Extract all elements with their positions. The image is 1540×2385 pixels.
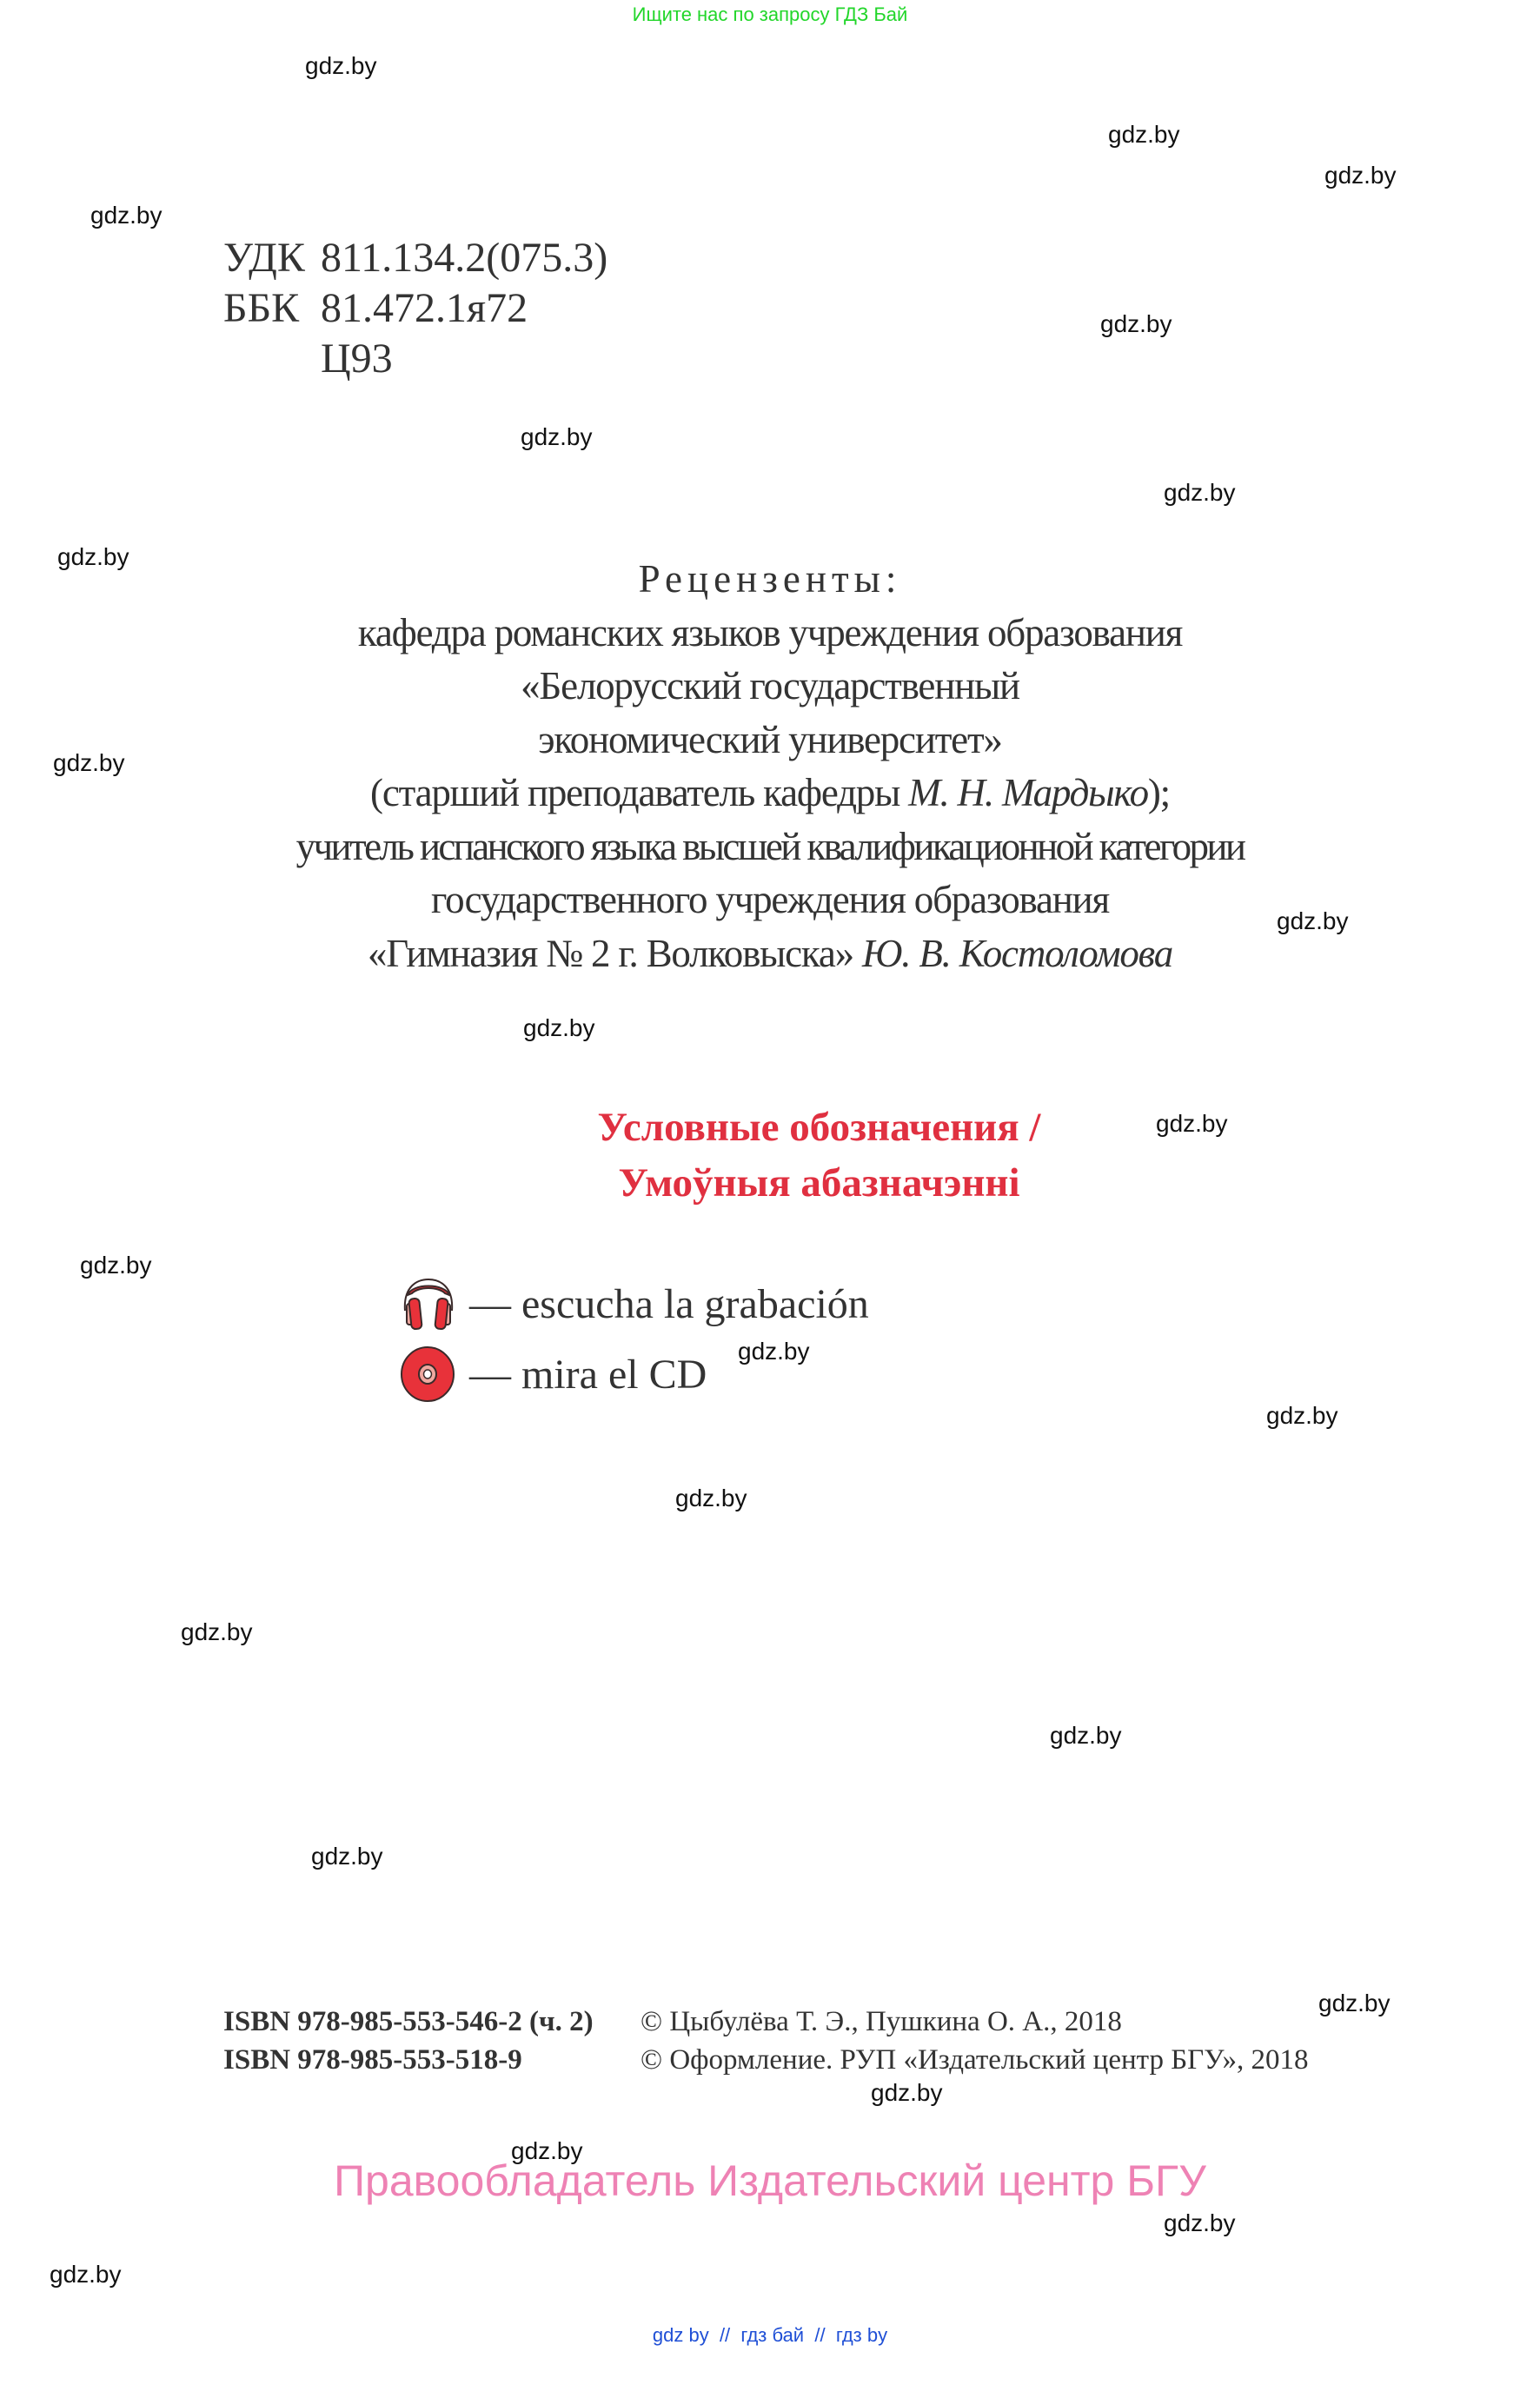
watermark: gdz.by bbox=[1277, 907, 1349, 934]
separator: // bbox=[719, 2324, 731, 2346]
udk-value: 811.134.2(075.3) bbox=[321, 235, 608, 281]
reviewer-name: М. Н. Мардыко bbox=[908, 771, 1148, 814]
reviewer-line: «Гимназия № 2 г. Волковыска» Ю. В. Костоломова bbox=[367, 931, 1173, 975]
watermark: gdz.by bbox=[181, 1618, 253, 1645]
watermark: gdz.by bbox=[90, 202, 163, 229]
separator: // bbox=[814, 2324, 826, 2346]
watermark: gdz.by bbox=[1100, 310, 1172, 337]
copyright-line: © Оформление. РУП «Издательский центр БГУ», 2018 bbox=[641, 2044, 1309, 2076]
watermark: gdz.by bbox=[1266, 1402, 1338, 1429]
udk-line bbox=[223, 233, 607, 283]
author-mark: Ц93 bbox=[321, 335, 393, 382]
watermark: gdz.by bbox=[871, 2079, 943, 2106]
isbn-line bbox=[223, 2003, 594, 2041]
bbk-label: ББК bbox=[223, 285, 300, 331]
legend-item-cd bbox=[400, 1345, 707, 1403]
reviewer-line: государственного учреждения образования bbox=[431, 878, 1109, 921]
copyright-line: © Цыбулёва Т. Э., Пушкина О. А., 2018 bbox=[641, 2006, 1122, 2037]
footer-link-gdz-by-cyr[interactable]: гдз by bbox=[835, 2324, 888, 2346]
watermark: gdz.by bbox=[675, 1485, 747, 1511]
watermark: gdz.by bbox=[1164, 2209, 1236, 2236]
reviewer-line: экономический университет» bbox=[538, 717, 1002, 761]
reviewer-line: кафедра романских языков учреждения образования bbox=[357, 610, 1183, 654]
rights-holder: Правообладатель Издательский центр БГУ bbox=[334, 2156, 1206, 2205]
footer-link-gdz-by[interactable]: gdz by bbox=[652, 2324, 709, 2346]
headphones-icon bbox=[400, 1276, 457, 1332]
footer-links bbox=[0, 2324, 1540, 2347]
watermark: gdz.by bbox=[1050, 1722, 1122, 1749]
reviewer-name: Ю. В. Костоломова bbox=[862, 931, 1173, 975]
watermark: gdz.by bbox=[521, 423, 593, 450]
author-mark-line bbox=[223, 334, 393, 384]
watermark: gdz.by bbox=[305, 52, 377, 79]
watermark: gdz.by bbox=[1324, 162, 1397, 189]
watermark: gdz.by bbox=[311, 1843, 383, 1870]
isbn-number: ISBN 978-985-553-546-2 (ч. 2) bbox=[223, 2006, 594, 2037]
watermark: gdz.by bbox=[1164, 479, 1236, 506]
bbk-value: 81.472.1я72 bbox=[321, 285, 528, 331]
legend-text: — escucha la grabación bbox=[469, 1280, 869, 1327]
footer-link-gdz-bai[interactable]: гдз бай bbox=[740, 2324, 805, 2346]
watermark: gdz.by bbox=[523, 1014, 595, 1041]
bbk-line bbox=[223, 283, 528, 334]
cd-disc-icon bbox=[400, 1345, 457, 1403]
legend-text: — mira el CD bbox=[469, 1351, 707, 1398]
legend-item-audio bbox=[400, 1276, 869, 1332]
watermark: gdz.by bbox=[1108, 121, 1180, 148]
isbn-number: ISBN 978-985-553-518-9 bbox=[223, 2044, 522, 2076]
watermark: gdz.by bbox=[511, 2137, 583, 2164]
watermark: gdz.by bbox=[53, 749, 125, 776]
search-banner: Ищите нас по запросу ГДЗ Бай bbox=[632, 3, 908, 25]
reviewer-line: (старший преподаватель кафедры М. Н. Мардыко); bbox=[370, 771, 1170, 814]
legend-title: Условные обозначения / Умоўныя абазначэнні bbox=[597, 1105, 1041, 1206]
watermark: gdz.by bbox=[1318, 1990, 1391, 2016]
reviewers-heading: Рецензенты: bbox=[638, 557, 902, 601]
isbn-line bbox=[223, 2041, 522, 2079]
reviewer-line: учитель испанского языка высшей квалификационной категории bbox=[295, 824, 1245, 868]
udk-label: УДК bbox=[223, 235, 305, 281]
watermark: gdz.by bbox=[50, 2261, 122, 2288]
reviewer-line: «Белорусский государственный bbox=[521, 664, 1019, 708]
watermark: gdz.by bbox=[738, 1338, 810, 1365]
watermark: gdz.by bbox=[57, 543, 129, 570]
watermark: gdz.by bbox=[1156, 1110, 1228, 1137]
watermark: gdz.by bbox=[80, 1252, 152, 1279]
